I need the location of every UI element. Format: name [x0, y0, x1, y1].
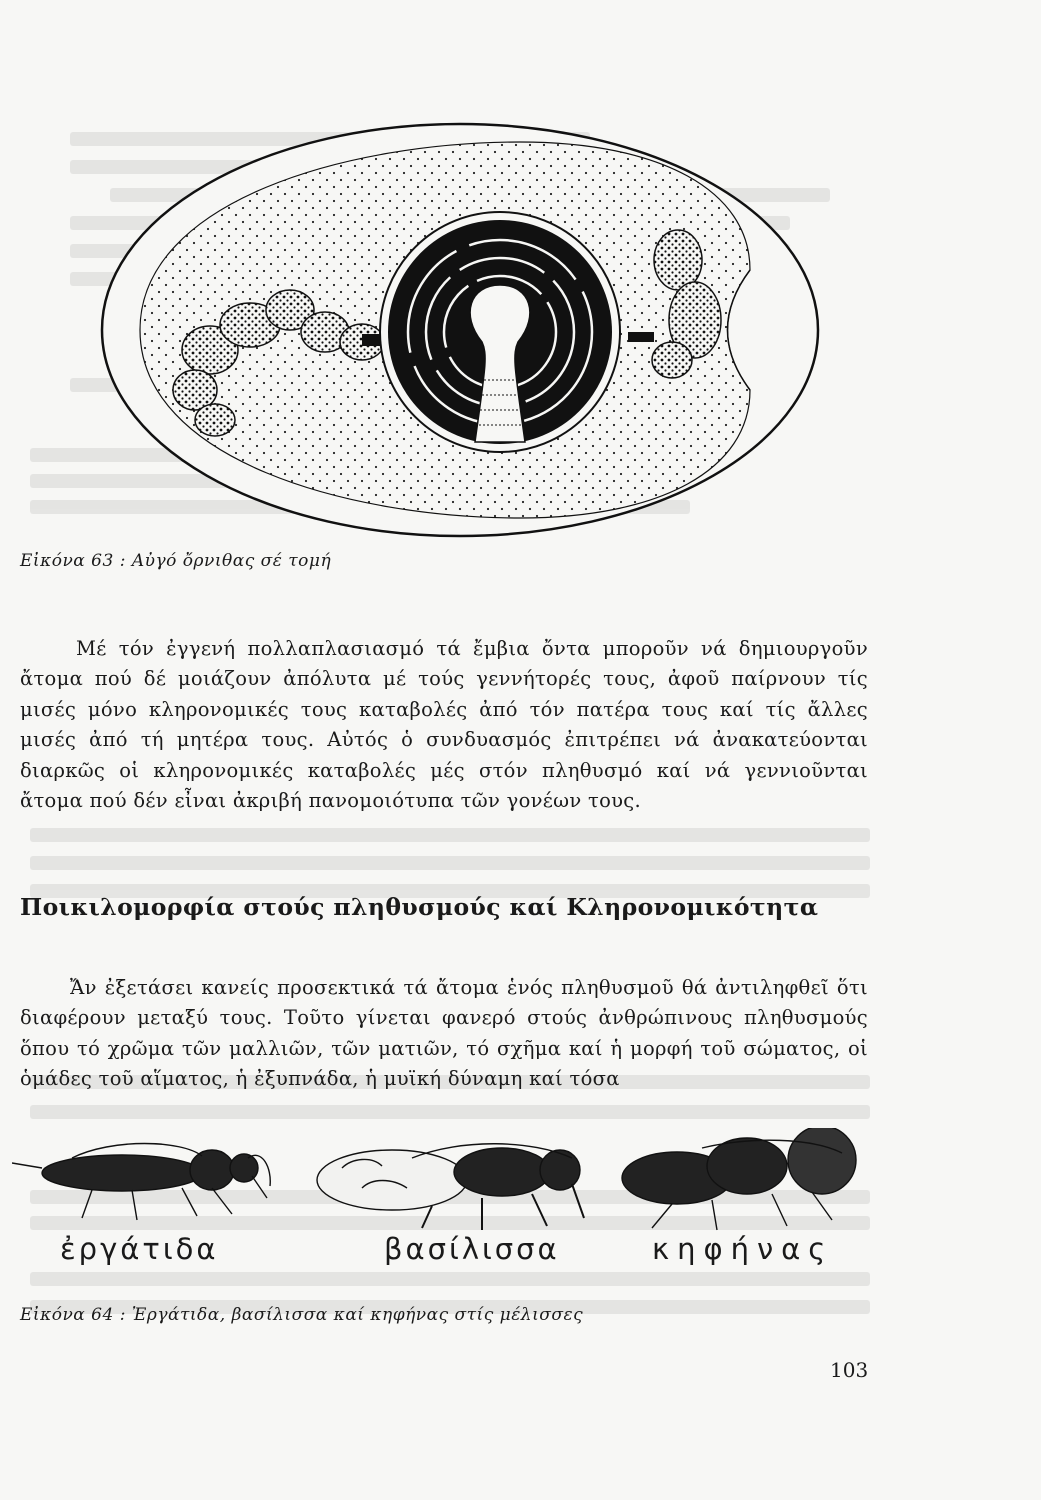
figure-63-caption: Εἰκόνα 63 : Αὐγό ὄρνιθας σέ τομή: [20, 551, 332, 571]
bees-illustration: [12, 1128, 882, 1238]
body-paragraph-1: Μέ τόν ἐγγενή πολλαπλασιασμό τά ἔμβια ὄντα μποροῦν νά δημιουργοῦν ἄτομα πού δέ μοιάζουν ἀπόλυτα μέ τούς γεννήτορές τους, ἀφοῦ παίρνουν τίς μισές μόνο κληρονομικές τους καταβολές ἀπό τόν πατέρα τους καί τίς ἄλλες μισές ἀπό τή μητέρα τους. Αὐτός ὁ συνδυασμός ἐπιτρέπει νά ἀνακατεύονται διαρκῶς οἱ κληρονομικές καταβολές μές στόν πληθυσμό καί νά γεννιοῦνται ἄτομα πού δέν εἶναι ἀκριβή πανομοιότυπα τῶν γονέων τους.: [20, 636, 868, 812]
worker-bee-label: ἐργάτιδα: [60, 1232, 219, 1266]
queen-bee-drawing: [317, 1144, 584, 1230]
body-paragraph-2: Ἄν ἐξετάσει κανείς προσεκτικά τά ἄτομα ἑνός πληθυσμοῦ θά ἀντιληφθεῖ ὅτι διαφέρουν μεταξύ τους. Τοῦτο γίνεται φανερό στούς ἀνθρώπινους πληθυσμούς ὅπου τό χρῶμα τῶν μαλλιῶν, τῶν ματιῶν, τό σχῆμα καί ἡ μορφή τοῦ σώματος, οἱ ὁμάδες τοῦ αἵματος, ἡ ἐξυπνάδα, ἡ μυϊκή δύναμη καί τόσα: [20, 975, 868, 1090]
worker-bee-drawing: [12, 1144, 270, 1221]
egg-cross-section-illustration: [100, 120, 820, 540]
drone-bee-drawing: [622, 1128, 856, 1230]
section-heading: Ποικιλομορφία στούς πληθυσμούς καί Κληρονομικότητα: [20, 893, 819, 921]
figure-64-caption: Εἰκόνα 64 : Ἐργάτιδα, βασίλισσα καί κηφήνας στίς μέλισσες: [20, 1305, 584, 1325]
page-number: 103: [830, 1358, 869, 1382]
drone-bee-label: κηφήνας: [652, 1232, 834, 1266]
queen-bee-label: βασίλισσα: [384, 1232, 560, 1266]
